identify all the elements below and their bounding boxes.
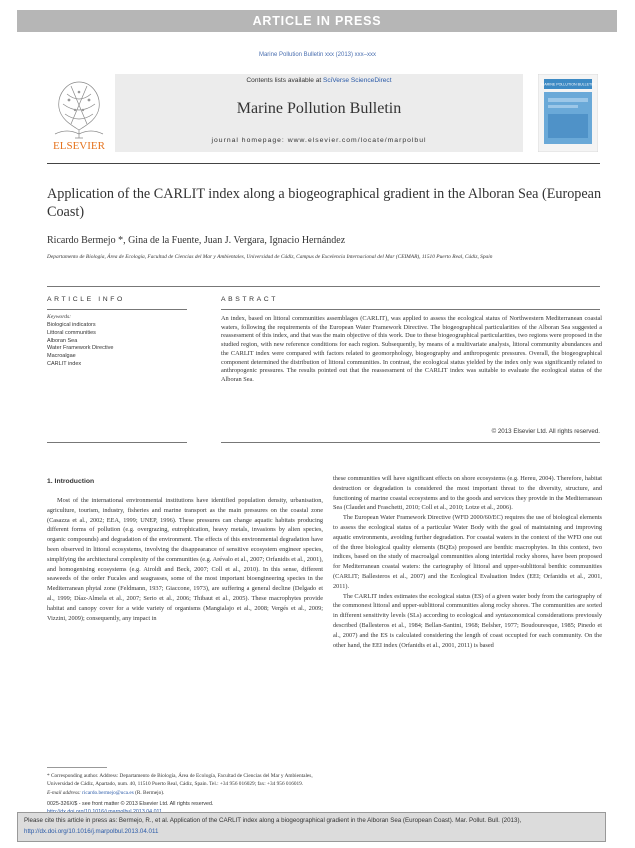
intro-paragraph: Most of the international environmental institutions have identified population density, urbanisation, agriculture, tourism, industry, fisheries and marine transport as the main pressures on the coastal zone (Casazza et al., 2002; EEA, 1999; UNEP, 1996). These pressures can change aquatic habitats producing different forms of pollution (e.g. overgrazing, eutrophication, heavy metals, invasions by alien species, organic compounds) and degradation of the environment. The effects of this environmental degradation have been observed in littoral ecosystems, involving the disappearance of sensitive ecosystem engineer species, simplifying the architectural complexity of the communities (e.g. Arévalo et al., 2007; Orfanidis et al., 2001), and homogenising ecosystems (e.g. Airoldi and Beck, 2007; Coll et al., 2010). In this sense, different seaweeds of the order Fucales and seagrasses, some of the most important bioengineering species in the Mediterranean phytal zone (Feldmann, 1937; Giaccone, 1973), are suffering a general decline (Delgado et al., 1999; Díaz-Almela et al., 2007; Serio et al., 2006; Thibaut et al., 2005). These macrophytes provide habitat and canopy cover for a wide variety of organisms (Mangialajo et al., 2008; Vergés et al., 2009; Vizzini, 2009); consequently, any impact in <box>47 497 323 622</box>
intro-left-column <box>47 496 323 623</box>
elsevier-wordmark: ELSEVIER <box>53 140 105 152</box>
article-in-press-banner: ARTICLE IN PRESS <box>17 10 617 32</box>
keyword: CARLIT index <box>47 360 82 367</box>
journal-cover-image <box>538 74 598 152</box>
abstract-text: An index, based on littoral communities assemblages (CARLIT), was applied to assess the ecological status of Northwestern Mediterranean coastal waters, following the requirements of the European Water Framework Directive. The biogeographical particularities of the Alboran Sea suggested a reassessment of this index, and that was the main objective of this work. Due to these biogeographical particularities, two regions were proposed in the studied region, with new reference conditions for each region. Subsequently, by means of a multivariate analysis, littoral community abundances and the CARLIT index were compared with factors related to geomorphology, biogeography and anthropogenic pressures. Overall, the biogeographical component determined the distribution of littoral communities. In contrast, the ecological status yielded by the index only was significantly related to anthropogenic pressures. The results pointed out that the reassessment of the CARLIT index was suitable to evaluate the ecological status of the Alboran Sea. <box>221 315 602 383</box>
affiliation: Departamento de Biología, Área de Ecología, Facultad de Ciencias del Mar y Ambientales, Universidad de Cádiz, Campus de Excelencia Internacional del Mar (CEIMAR), 11510 Puerto Real, Cádiz, Spain <box>47 254 493 260</box>
abstract-rule <box>221 309 600 310</box>
elsevier-logo <box>47 74 111 152</box>
journal-name: Marine Pollution Bulletin <box>236 100 402 117</box>
article-title: Application of the CARLIT index along a biogeographical gradient in the Alboran Sea (European Coast) <box>47 186 602 220</box>
journal-citation-link[interactable]: Marine Pollution Bulletin xxx (2013) xxx–xxx <box>258 52 377 58</box>
keywords-title: Keywords: <box>47 314 72 320</box>
section-heading-introduction: 1. Introduction <box>47 478 95 485</box>
keyword: Water Framework Directive <box>47 345 114 352</box>
citation-doi-link[interactable]: http://dx.doi.org/10.1016/j.marpolbul.2013.04.011 <box>24 827 159 835</box>
intro-paragraph: The CARLIT index estimates the ecological status (ES) of a given water body from the cartography of the commonest littoral and upper-sublittoral communities along rocky shores. The communities are sorted in different sensitivity levels (SLs) according to ecological and syntaxonomical considerations previously described (Ballesteros et al., 1984; Bellan-Santini, 1968; Belsher, 1977; Boudouresque, 1985; Pinedo et al., 2007) and the ES is calculated considering the length of coast occupied for each community. On the other hand, the EEI index (Orfanidis et al., 2001, 2011) is based <box>333 592 602 649</box>
contents-line <box>115 77 523 84</box>
email-label: E-mail address: <box>47 789 83 796</box>
keywords-list <box>47 322 113 369</box>
corresponding-author-note: * Corresponding author. Address: Departamento de Biología, Área de Ecología, Facultad de Ciencias del Mar y Ambientales, Universidad de Cádiz, Apartado, num. 40, 11510 Puerto Real, Cádiz, Spain. Tel.: +34 956 016029; fax: +34 956 016019. <box>47 773 313 788</box>
header-rule <box>47 163 600 164</box>
keyword: Biological indicators <box>47 322 96 328</box>
journal-header <box>115 74 523 152</box>
abstract-bottom-rule <box>221 442 600 443</box>
journal-homepage[interactable]: journal homepage: www.elsevier.com/locate/marpolbul <box>211 137 427 144</box>
article-info-heading: ARTICLE INFO <box>47 296 125 303</box>
author-email-link[interactable]: ricardo.bermejo@uca.es <box>82 789 134 796</box>
intro-right-column <box>333 474 602 650</box>
abstract-heading: ABSTRACT <box>221 296 279 303</box>
cover-title: MARINE POLLUTION BULLETIN <box>541 82 595 87</box>
article-info-bottom-rule <box>47 442 187 443</box>
title-rule <box>47 286 600 287</box>
footnote-rule <box>47 767 107 768</box>
keyword: Alboran Sea <box>47 337 78 344</box>
abstract-copyright: © 2013 Elsevier Ltd. All rights reserved. <box>491 428 600 435</box>
sciencedirect-link[interactable]: SciVerse ScienceDirect <box>323 77 392 84</box>
author-list: Ricardo Bermejo *, Gina de la Fuente, Juan J. Vergara, Ignacio Hernández <box>47 235 346 246</box>
intro-paragraph: The European Water Framework Directive (WFD 2000/60/EC) requires the use of biological elements to assess the ecological status of a particular Water Body with the goal of maintaining and improving aquatic environments, avoiding further degradation. For coastal waters in the context of the WFD one out of the three biological quality elements (BQEs) proposed are benthic macrophytes. In this context, two indices, based on the study of macroalgal communities along intertidal rocky shores, have been proposed for Mediterranean coastal waters: the cartography of littoral and upper-sublittoral benthic communities (CARLIT; Ballesteros et al., 2007) and the Ecological Evaluation Index (EEI; Orfanidis et al., 2001, 2011). <box>333 514 602 590</box>
intro-paragraph: these communities will have significant effects on shore ecosystems (e.g. Hereu, 2004). Therefore, habitat destruction or degradation is considered the most important threat to the diversity, structure, and functioning of marine coastal ecosystems and to the goods and services they provide in the Mediterranean Sea (Claudet and Fraschetti, 2010; Coll et al., 2010; Lotze et al., 2006). <box>333 475 602 512</box>
citation-text: Please cite this article in press as: Bermejo, R., et al. Application of the CARLIT index along a biogeographical gradient in the Alboran Sea (European Coast). Mar. Pollut. Bull. (2013), <box>24 817 522 824</box>
keyword: Littoral communities <box>47 329 96 336</box>
article-info-rule <box>47 309 187 310</box>
citation-box <box>17 812 606 842</box>
keyword: Macroalgae <box>47 353 76 360</box>
contents-prefix: Contents lists available at <box>246 77 324 84</box>
issn-line: 0025-326X/$ - see front matter © 2013 Elsevier Ltd. All rights reserved. <box>47 801 214 807</box>
email-suffix: (R. Bermejo). <box>133 789 165 796</box>
footnote <box>47 772 323 797</box>
